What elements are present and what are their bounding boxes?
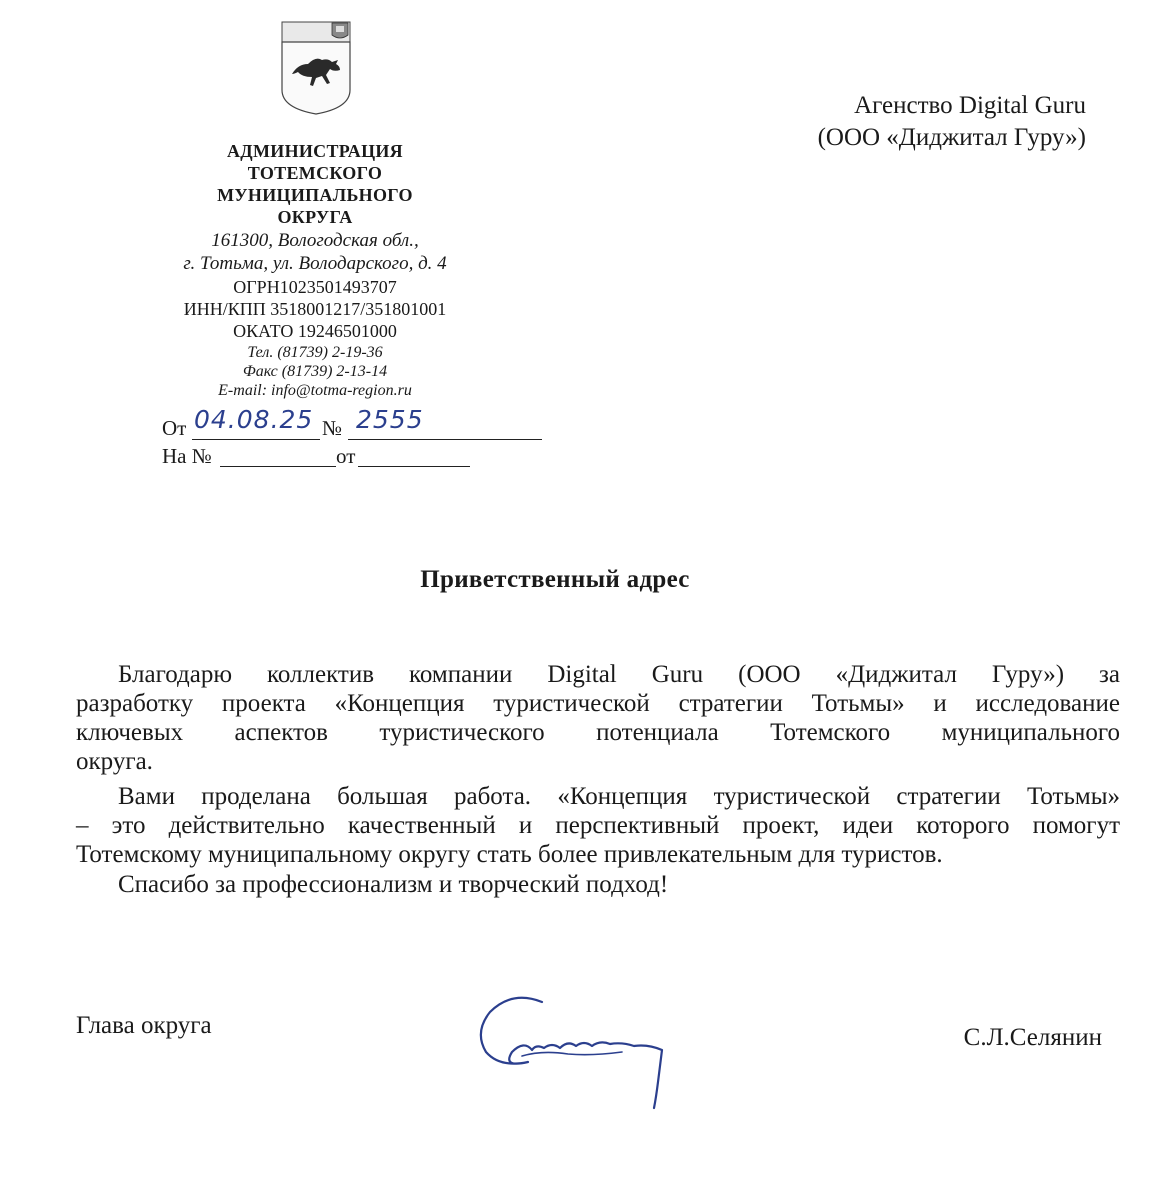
paragraph-1-line-4: округа. [76, 748, 153, 775]
paragraph-1-line-3: ключевых аспектов туристического потенциала Тотемского муниципального [76, 719, 1120, 746]
org-name-line-4: ОКРУГА [277, 207, 353, 227]
org-name-line-3: МУНИЦИПАЛЬНОГО [217, 185, 413, 205]
paragraph-1 [76, 660, 1120, 776]
sender-okato: ОКАТО 19246501000 [233, 321, 397, 341]
paragraph-3 [76, 870, 1120, 899]
handwritten-date: 04.08.25 [194, 405, 314, 434]
recipient-line-2: (ООО «Диджитал Гуру») [817, 124, 1086, 151]
document-title: Приветственный адрес [420, 566, 690, 593]
paragraph-2-line-2: – это действительно качественный и перспективный проект, идеи которого помогут [76, 812, 1120, 839]
paragraph-2-line-1: Вами проделана большая работа. «Концепция туристической стратегии Тотьмы» [118, 783, 1120, 810]
sender-ogrn: ОГРН1023501493707 [233, 277, 397, 297]
org-name-line-1: АДМИНИСТРАЦИЯ [227, 141, 403, 161]
paragraph-2-line-3: Тотемскому муниципальному округу стать более привлекательным для туристов. [76, 841, 943, 868]
org-name-line-2: ТОТЕМСКОГО [247, 163, 383, 183]
coat-of-arms-emblem [278, 16, 354, 118]
sender-fax: Факс (81739) 2-13-14 [242, 363, 388, 380]
paragraph-3-line-1: Спасибо за профессионализм и творческий подход! [118, 871, 669, 898]
signatory-name: С.Л.Селянин [963, 1024, 1102, 1051]
paragraph-2 [76, 782, 1120, 869]
handwritten-number: 2555 [356, 405, 424, 434]
sender-address-line-2: г. Тотьма, ул. Володарского, д. 4 [183, 253, 447, 274]
signatory-role: Глава округа [76, 1012, 212, 1039]
sender-address-line-1: 161300, Вологодская обл., [211, 230, 419, 251]
number-underline [348, 439, 542, 440]
reply-number-underline [220, 466, 336, 467]
date-underline [192, 439, 320, 440]
paragraph-1-line-2: разработку проекта «Концепция туристической стратегии Тотьмы» и исследование [76, 690, 1120, 717]
reply-from-underline [358, 466, 470, 467]
recipient-line-1: Агенство Digital Guru [854, 92, 1086, 119]
reply-from-label: от [336, 444, 356, 468]
paragraph-1-line-1: Благодарю коллектив компании Digital Guru (ООО «Диджитал Гуру») за [118, 661, 1120, 688]
sender-phone: Тел. (81739) 2-19-36 [247, 344, 383, 361]
reply-number-label: На № [162, 444, 212, 468]
from-label: От [162, 416, 187, 440]
number-label: № [322, 416, 343, 440]
sender-inn-kpp: ИНН/КПП 3518001217/351801001 [183, 299, 447, 319]
sender-email: E-mail: info@totma-region.ru [218, 382, 412, 399]
handwritten-signature [472, 990, 672, 1110]
